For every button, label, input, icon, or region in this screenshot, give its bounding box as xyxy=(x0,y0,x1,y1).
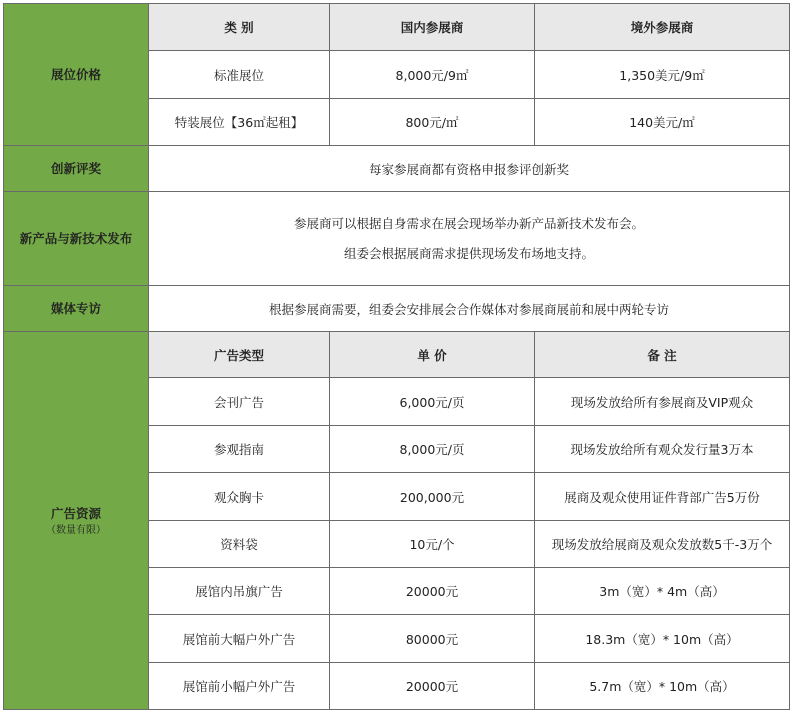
launch-row xyxy=(4,192,790,286)
media-row xyxy=(4,286,790,332)
domestic-price: 800元/㎡ xyxy=(330,99,535,146)
ad-type: 参观指南 xyxy=(149,426,330,473)
section-label-media-interview: 媒体专访 xyxy=(4,286,149,332)
section-label-booth-price: 展位价格 xyxy=(4,4,149,146)
launch-description xyxy=(149,192,790,286)
ad-type: 展馆前小幅户外广告 xyxy=(149,663,330,710)
ad-type: 展馆前大幅户外广告 xyxy=(149,615,330,663)
ad-price: 80000元 xyxy=(330,615,535,663)
launch-line-2: 组委会根据展商需求提供现场发布场地支持。 xyxy=(343,245,594,261)
launch-line-1: 参展商可以根据自身需求在展会现场举办新产品新技术发布会。 xyxy=(293,215,644,231)
ad-price: 6,000元/页 xyxy=(330,378,535,426)
award-description: 每家参展商都有资格申报参评创新奖 xyxy=(149,146,790,192)
ad-price: 200,000元 xyxy=(330,473,535,521)
ad-remark: 5.7m（宽）* 10m（高） xyxy=(535,663,790,710)
ad-remark: 展商及观众使用证件背部广告5万份 xyxy=(535,473,790,521)
ad-price: 20000元 xyxy=(330,663,535,710)
overseas-price: 140美元/㎡ xyxy=(535,99,790,146)
column-header-domestic: 国内参展商 xyxy=(330,4,535,51)
ad-type: 资料袋 xyxy=(149,521,330,568)
ads-header-row xyxy=(4,332,790,378)
ad-type: 观众胸卡 xyxy=(149,473,330,521)
column-header-ad-type: 广告类型 xyxy=(149,332,330,378)
column-header-remarks: 备 注 xyxy=(535,332,790,378)
ad-resources-note: （数量有限） xyxy=(46,525,106,536)
section-label-innovation-award: 创新评奖 xyxy=(4,146,149,192)
pricing-table xyxy=(3,3,790,710)
ad-remark: 3m（宽）* 4m（高） xyxy=(535,568,790,615)
ad-remark: 18.3m（宽）* 10m（高） xyxy=(535,615,790,663)
booth-type: 标准展位 xyxy=(149,51,330,99)
booth-type: 特装展位【36㎡起租】 xyxy=(149,99,330,146)
ad-resources-title: 广告资源 xyxy=(50,506,101,521)
ad-type: 会刊广告 xyxy=(149,378,330,426)
section-label-product-launch: 新产品与新技术发布 xyxy=(4,192,149,286)
section-label-ad-resources xyxy=(4,332,149,710)
price-header-row xyxy=(4,4,790,51)
ad-remark: 现场发放给所有观众发行量3万本 xyxy=(535,426,790,473)
award-row xyxy=(4,146,790,192)
column-header-unit-price: 单 价 xyxy=(330,332,535,378)
ad-price: 8,000元/页 xyxy=(330,426,535,473)
ad-price: 20000元 xyxy=(330,568,535,615)
ad-remark: 现场发放给展商及观众发放数5千-3万个 xyxy=(535,521,790,568)
column-header-overseas: 境外参展商 xyxy=(535,4,790,51)
ad-remark: 现场发放给所有参展商及VIP观众 xyxy=(535,378,790,426)
media-description: 根据参展商需要，组委会安排展会合作媒体对参展商展前和展中两轮专访 xyxy=(149,286,790,332)
ad-price: 10元/个 xyxy=(330,521,535,568)
ad-type: 展馆内吊旗广告 xyxy=(149,568,330,615)
column-header-category: 类 别 xyxy=(149,4,330,51)
overseas-price: 1,350美元/9㎡ xyxy=(535,51,790,99)
domestic-price: 8,000元/9㎡ xyxy=(330,51,535,99)
